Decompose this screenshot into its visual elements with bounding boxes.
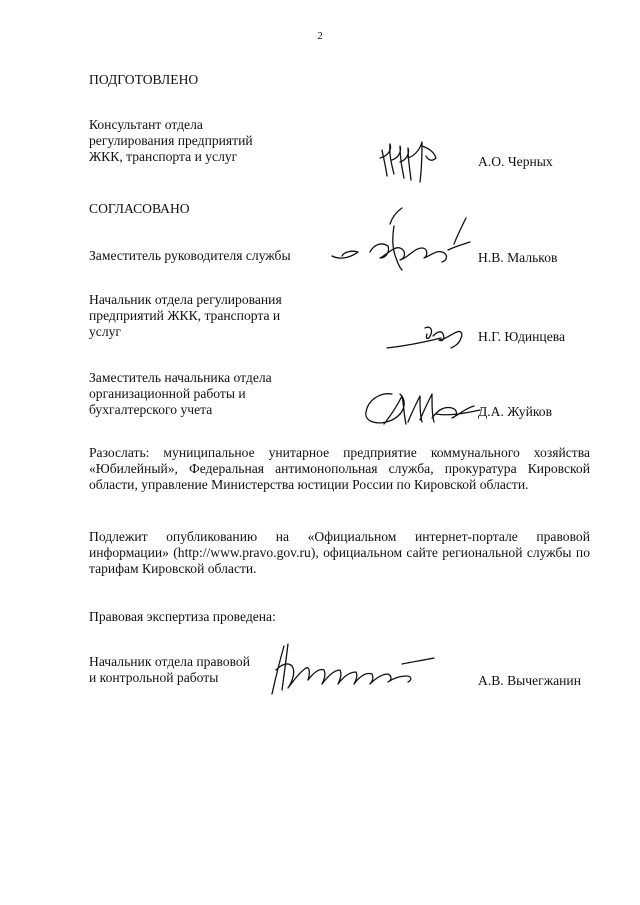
signer-1-name: Н.В. Мальков [478,250,558,265]
signature-yudintseva [385,318,475,352]
signer-2-position-line: услуг [89,324,121,339]
signer-2-name: Н.Г. Юдинцева [478,329,566,344]
signer-3-position-line: Заместитель начальника отдела [89,370,272,385]
prepared-position-line: ЖКК, транспорта и услуг [89,149,238,164]
legal-review-position-line: Начальник отдела правовой [89,654,251,669]
legal-review-position [89,654,250,686]
publication-paragraph [89,529,590,577]
agreed-heading: СОГЛАСОВАНО [89,201,190,216]
signer-1-position: Заместитель руководителя службы [89,248,291,263]
publication-text: Подлежит опубликованию на «Официальном интернет-портале правовой информации» (http://www.pravo.gov.ru), официальном сайте региональной службы по тарифам Кировской области. [89,529,590,576]
prepared-name: А.О. Черных [478,154,553,169]
distribution-paragraph [89,445,590,493]
prepared-position [89,117,253,165]
signer-3-position-line: организационной работы и [89,386,246,401]
legal-review-heading: Правовая экспертиза проведена: [89,609,276,624]
page-number: 2 [317,30,323,42]
signer-3-position-line: бухгалтерского учета [89,402,213,417]
prepared-position-line: Консультант отдела [89,117,203,132]
signature-zhuykov [362,384,492,428]
signature-chernykh [378,138,448,188]
signer-2-position-line: Начальник отдела регулирования [89,292,282,307]
signer-3-name: Д.А. Жуйков [478,404,553,419]
signature-vychegzhanin [262,640,442,700]
legal-review-position-line: и контрольной работы [89,670,219,685]
prepared-position-line: регулирования предприятий [89,133,253,148]
signature-malkov [330,204,480,274]
signer-2-position-line: предприятий ЖКК, транспорта и [89,308,281,323]
distribution-text: Разослать: муниципальное унитарное предприятие коммунального хозяйства «Юбилейный», Федеральная антимонопольная служба, прокуратура Кировской области, управление Министерства юстиции России по Кировской области. [89,445,590,492]
legal-review-name: А.В. Вычегжанин [478,673,581,688]
prepared-heading: ПОДГОТОВЛЕНО [89,72,199,87]
signer-2-position [89,292,282,340]
signer-3-position [89,370,272,418]
